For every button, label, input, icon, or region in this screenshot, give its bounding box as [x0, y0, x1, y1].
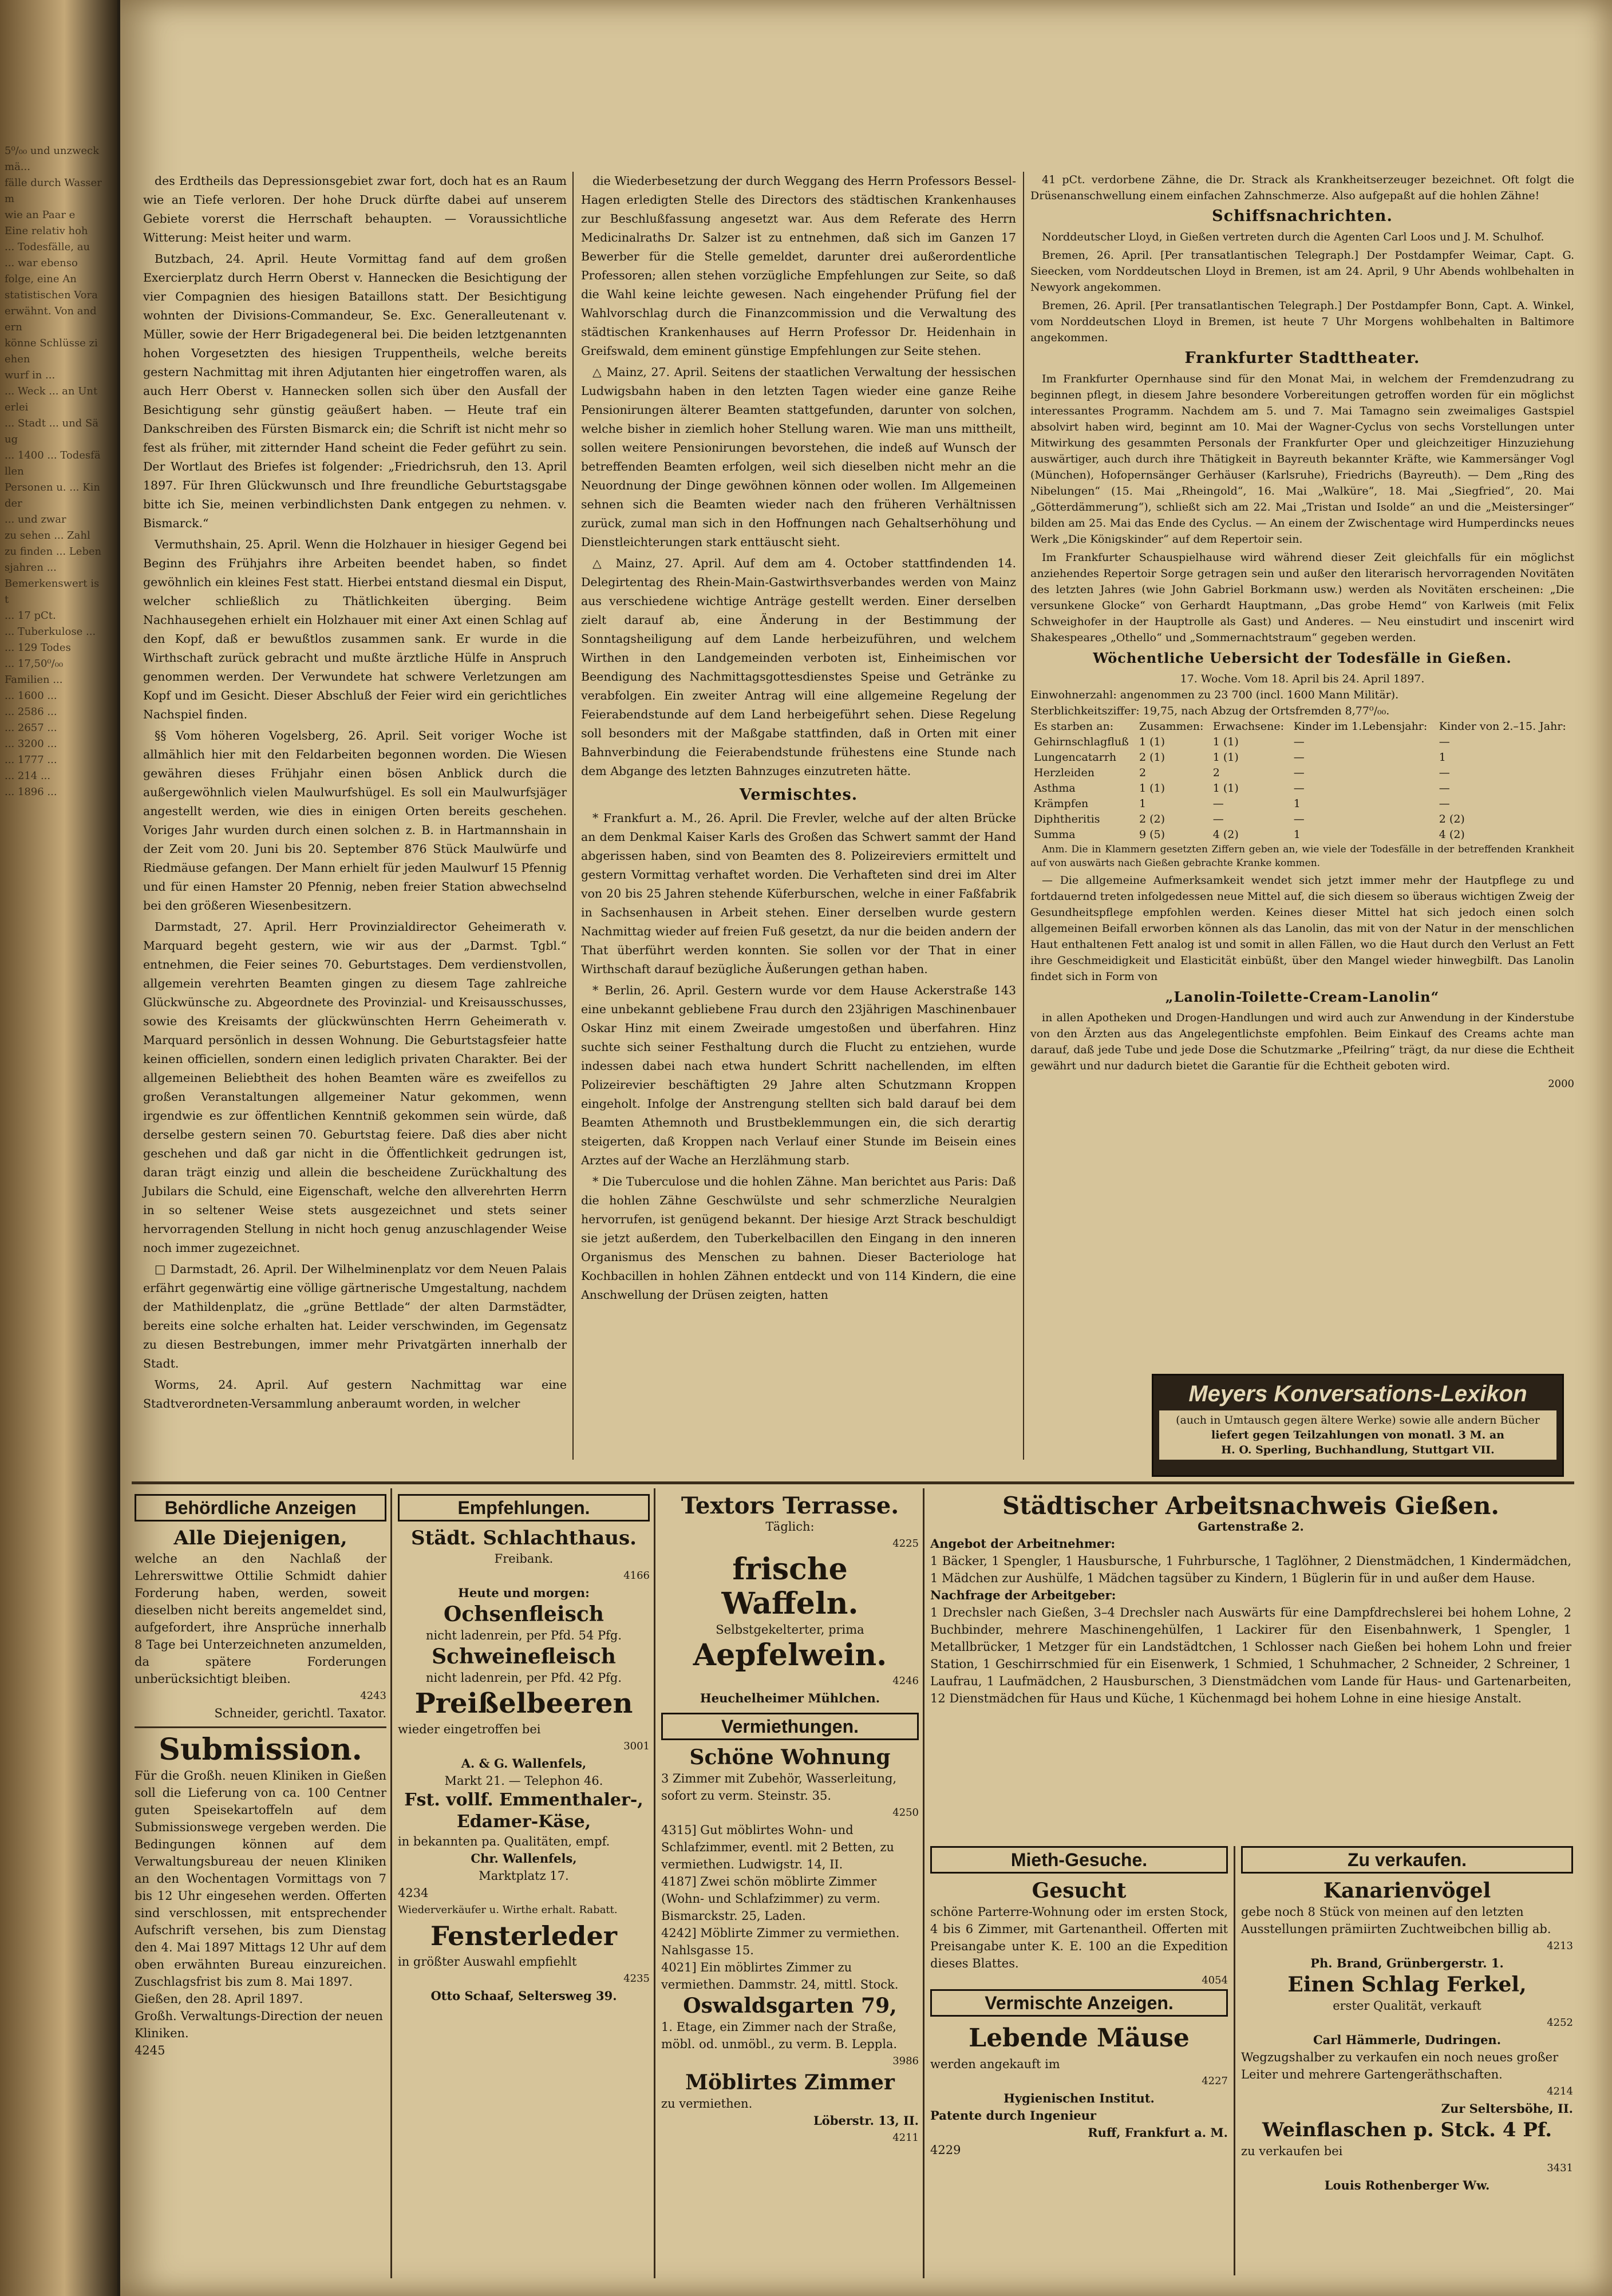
ad-item: Aepfelwein. — [693, 1638, 887, 1673]
ad-text: in größter Auswahl empfiehlt — [398, 1955, 577, 1969]
ad-title: Fensterleder — [430, 1920, 617, 1951]
table-cell: — — [1212, 797, 1224, 810]
weather-text: des Erdtheils das Depressionsgebiet zwar fort, doch hat es an Raum wie an Tiefe verloren. Der hohe Druck dürfte dabei auf unserem Gebiete vorerst die Herrschaft behaupten. — Voraussichtliche Witterung: Meist heiter und warm. — [143, 174, 567, 244]
section-heading-todesfaelle: Wöchentliche Uebersicht der Todesfälle in Gießen. — [1093, 650, 1512, 666]
ad-firm: A. & G. Wallenfels, — [461, 1756, 587, 1771]
ship-bremen-2: Bremen, 26. April. [Per transatlantischen Telegraph.] Der Postdampfer Bonn, Capt. A. Winkel, vom Norddeutschen Lloyd in Bremen, ist heute 7 Uhr Morgens wohlbehalten in Baltimore angekommen. — [1030, 299, 1574, 344]
table-cell: Lungencatarrh — [1034, 751, 1117, 764]
article-vermuthshain: Vermuthshain, 25. April. Wenn die Holzhauer in hiesiger Gegend bei Beginn des Frühjahrs ihre Arbeiten beendet haben, so findet gewöhnlich ein kleines Fest statt. Hierbei entstand diesmal ein Disput, welcher schließlich zu Thätlichkeiten überging. Beim Nachhausegehen erhielt ein Holzhauer mit einer Axt einen Schlag auf den Kopf, daß er bewußtlos zusammen sank. Er wurde in die Wirthschaft zurück gebracht und mußte ärztliche Hülfe in Anspruch genommen werden. Der Verwundete hat schwere Verletzungen am Kopf und im Gesicht. Dieser Abschluß der Feier wird ein gerichtliches Nachspiel finden. — [143, 538, 567, 721]
table-cell: 1 (1) — [1139, 736, 1165, 748]
ad-subheading: Angebot der Arbeitnehmer: — [930, 1536, 1116, 1551]
ad-label-vermischte: Vermischte Anzeigen. — [930, 1989, 1228, 2017]
table-cell: Asthma — [1034, 782, 1076, 795]
ad-title: Weinflaschen p. Stck. 4 Pf. — [1262, 2119, 1552, 2141]
ad-title: Textors Terrasse. — [681, 1492, 899, 1519]
ad-subheading: Nachfrage der Arbeitgeber: — [930, 1588, 1116, 1602]
ad-label-miethgesuche: Mieth-Gesuche. — [930, 1846, 1228, 1874]
article-mainz-1: △ Mainz, 27. April. Seitens der staatlichen Verwaltung der hessischen Ludwigsbahn haben in den letzten Tagen wieder eine ganze Reihe Pensionirungen älterer Beamten stattgefunden, darunter von solchen, welche bisher in ziemlich hoher Stellung waren. Wie man uns mittheilt, sollen weitere Pensionirungen bevorstehen, die indeß auf Wunsch der betreffenden Beamten erfolgen, weil sich dieselben nicht mehr an die Neuordnung der Dinge gewöhnen können oder wollen. Im Allgemeinen sehnen sich die Beamten wieder nach den früheren Verhältnissen zurück, zumal man sich in den Hoffnungen nach Gehaltserhöhung und Dienstleichterungen stark enttäuscht sieht. — [581, 365, 1016, 549]
ads-separator — [132, 1481, 1574, 1484]
ad-firm: Louis Rothenberger Ww. — [1324, 2178, 1490, 2192]
mortality-table — [1030, 719, 1574, 843]
mortality-col-header: Es starben an: — [1034, 720, 1114, 733]
ad-number: 4227 — [1202, 2075, 1228, 2087]
ad-firm: Carl Hämmerle, Dudringen. — [1313, 2033, 1502, 2047]
ad-address: Gartenstraße 2. — [1198, 1519, 1304, 1534]
meyers-line-3: H. O. Sperling, Buchhandlung, Stuttgart VII. — [1221, 1444, 1495, 1456]
ad-number: 3431 — [1547, 2162, 1573, 2174]
mortality-week: 17. Woche. Vom 18. April bis 24. April 1897. — [1180, 673, 1425, 685]
meyers-title: Meyers Konversations-Lexikon — [1188, 1381, 1527, 1406]
table-cell: — — [1293, 751, 1305, 764]
table-cell: 9 (5) — [1139, 828, 1165, 841]
ad-label-verkaufen: Zu verkaufen. — [1241, 1846, 1573, 1874]
ad-number: 4245 — [135, 2044, 165, 2057]
ship-bremen-1: Bremen, 26. April. [Per transatlantischen Telegraph.] Der Postdampfer Weimar, Capt. G. Sieecken, vom Norddeutschen Lloyd in Bremen, ist am 24. April, 9 Uhr Abends wohlbehalten in Newyork angekommen. — [1030, 249, 1574, 294]
section-heading-vermischtes: Vermischtes. — [739, 786, 858, 804]
ad-title: Fst. vollf. Emmenthaler-, Edamer-Käse, — [404, 1790, 643, 1832]
table-row — [1030, 796, 1574, 812]
table-cell: 1 — [1139, 797, 1147, 810]
table-cell: 1 (1) — [1212, 736, 1239, 748]
article-tuberculose: * Die Tuberculose und die hohlen Zähne. Man berichtet aus Paris: Daß die hohlen Zähne Geschwülste und sehr schmerzliche Neuralgien hervorrufen, ist genügend bekannt. Der hiesige Arzt Strack beschuldigt sie jetzt außerdem, den Tuberkelbacillen den Eingang in den inneren Organismus des Menschen zu bahnen. Dieser Bacteriologe hat Kochbacillen in hohlen Zähnen entdeckt und von 114 Kindern, die eine Anschwellung der Drüsen zeigten, hatten — [581, 1175, 1016, 1302]
ad-item: frische Waffeln. — [721, 1552, 859, 1621]
ad-number: 3001 — [623, 1740, 650, 1752]
ad-text: wieder eingetroffen bei — [398, 1722, 541, 1736]
ad-text: 1 Bäcker, 1 Spengler, 1 Hausbursche, 1 Fuhrbursche, 1 Taglöhner, 2 Dienstmädchen, 1 Kindermädchen, 1 Mädchen zur Aushülfe, 1 Mädchen tagsüber zu Kindern, 1 Büglerin für in und außer dem Hause. — [930, 1554, 1571, 1585]
ad-title: Schöne Wohnung — [689, 1745, 891, 1769]
ad-label-empfehlungen: Empfehlungen. — [398, 1494, 650, 1522]
ad-subtitle: Freibank. — [494, 1552, 554, 1566]
table-cell: 2 (2) — [1139, 813, 1165, 825]
section-heading-stadttheater: Frankfurter Stadttheater. — [1184, 349, 1420, 367]
ad-text: 4315] Gut möblirtes Wohn- und Schlafzimmer, eventl. mit 2 Betten, zu vermiethen. Ludwigstr. 14, II. — [661, 1823, 894, 1871]
ad-number: 4252 — [1547, 2017, 1573, 2029]
ad-text: zu verkaufen bei — [1241, 2144, 1343, 2158]
ad-text: Selbstgekelterter, prima — [716, 1623, 864, 1637]
ads-column-verkaufen — [1241, 1846, 1573, 2194]
section-heading-schiffsnachrichten: Schiffsnachrichten. — [1212, 207, 1393, 225]
ad-number: 4054 — [1202, 1974, 1228, 1986]
ad-text: Wegzugshalber zu verkaufen ein noch neues großer Leiter und mehrere Gartengeräthschaften. — [1241, 2050, 1559, 2081]
lanolin-product-name: „Lanolin-Toilette-Cream-Lanolin“ — [1165, 989, 1440, 1005]
table-row — [1030, 827, 1574, 843]
ad-text: 1. Etage, ein Zimmer nach der Straße, möbl. od. unmöbl., zu verm. B. Leppla. — [661, 2020, 898, 2051]
table-row — [1030, 765, 1574, 781]
ad-date: Gießen, den 28. April 1897. — [135, 1992, 303, 2006]
ad-price: nicht ladenrein, per Pfd. 42 Pfg. — [425, 1671, 622, 1685]
ad-title: Oswaldsgarten 79, — [683, 1994, 897, 2018]
mortality-col-header: Erwachsene: — [1212, 720, 1285, 733]
ad-text: Heute und morgen: — [458, 1586, 590, 1600]
table-cell: 4 (2) — [1439, 828, 1465, 841]
ad-title: Gesucht — [1032, 1879, 1127, 1903]
meyers-line-1: (auch in Umtausch gegen ältere Werke) sowie alle andern Bücher — [1176, 1414, 1540, 1426]
ad-firm: Chr. Wallenfels, — [471, 1851, 577, 1866]
ad-number: 4214 — [1547, 2085, 1573, 2097]
ad-number: 4166 — [623, 1570, 650, 1582]
mortality-population: Einwohnerzahl: angenommen zu 23 700 (incl. 1600 Mann Militär). — [1030, 689, 1399, 701]
article-tuberculose-cont: 41 pCt. verdorbene Zähne, die Dr. Strack als Krankheitserzeuger bezeichnet. Oft folgt die Drüsenanschwellung einem einfachen Zahnschmerze. Also aufgepaßt auf die hohlen Zähne! — [1030, 173, 1574, 202]
table-cell: — — [1293, 782, 1305, 795]
meyers-lexikon-ad — [1152, 1374, 1564, 1477]
meyers-line-2: liefert gegen Teilzahlungen von monatl. 3 M. an — [1211, 1429, 1504, 1441]
ad-subtitle: Täglich: — [765, 1520, 815, 1534]
column-2 — [581, 172, 1016, 1307]
ad-address: Löberstr. 13, II. — [813, 2113, 919, 2128]
ads-column-miethgesuche — [930, 1846, 1228, 2159]
ads-column-arbeitsnachweis — [930, 1494, 1571, 1707]
ad-number: 2000 — [1548, 1078, 1574, 1090]
ad-label-behoerdlich: Behördliche Anzeigen — [135, 1494, 386, 1522]
table-cell: Diphtheritis — [1034, 813, 1100, 825]
table-cell: Gehirnschlagfluß — [1034, 736, 1129, 748]
ad-text: 4242] Möblirte Zimmer zu vermiethen. Nahlsgasse 15. — [661, 1926, 900, 1957]
table-cell: 2 — [1139, 766, 1147, 779]
previous-page-edge — [0, 0, 117, 2296]
column-1 — [143, 172, 567, 1416]
ad-number: 4225 — [892, 1538, 919, 1550]
article-darmstadt-2: □ Darmstadt, 26. April. Der Wilhelminenplatz vor dem Neuen Palais erfährt gegenwärtig eine völlige gärtnerische Umgestaltung, nachdem der Mathildenplatz, die „grüne Bettlade“ der alten Darmstädter, bereits eine solche erhalten hat. Leider verschwinden, im Gegensatz zu diesen Bestrebungen, immer mehr Privatgärten innerhalb der Stadt. — [143, 1262, 567, 1370]
table-cell: Summa — [1034, 828, 1076, 841]
table-cell: 2 (1) — [1139, 751, 1165, 764]
ad-number: 4229 — [930, 2143, 961, 2157]
column-divider — [572, 172, 574, 1460]
ad-title: Lebende Mäuse — [969, 2024, 1190, 2053]
ads-column-textor — [661, 1494, 919, 2147]
article-butzbach: Butzbach, 24. April. Heute Vormittag fand auf dem großen Exercierplatz durch Herrn Oberst v. Hannecken die Besichtigung der vier Compagnien des hiesigen Bataillons statt. Der Besichtigung wohnten der Divisions-Commandeur, Se. Exc. Generalleutenant v. Müller, sowie der Herr Brigadegeneral bei. Die beiden letztgenannten hohen Vorgesetzten des hiesigen Truppentheils, welche bereits gestern Nachmittag mit ihren Adjutanten hier eingetroffen waren, als auch Herr Oberst v. Hannecken sollen sich über den Ausfall der Besichtigung sehr günstig geäußert haben. — Heute traf ein Dankschreiben des Fürsten Bismarck ein; die Schrift ist nicht mehr so fest als früher, mit zitternder Hand scheint die Feder geführt zu sein. Der Wortlaut des Briefes ist folgender: „Friedrichsruh, den 13. April 1897. Für Ihren Glückwunsch und Ihre freundliche Geburtstagsgabe bitte ich Sie, meinen verbindlichsten Dank entgegen zu nehmen. v. Bismarck.“ — [143, 252, 567, 530]
ad-number: 4250 — [892, 1807, 919, 1819]
ad-address: Zur Seltersböhe, II. — [1441, 2101, 1573, 2116]
ads-column-empfehlungen — [398, 1494, 650, 2005]
table-cell: — — [1293, 813, 1305, 825]
ads-column-divider — [1234, 1846, 1235, 2275]
ads-column-divider — [923, 1488, 924, 2278]
table-cell: — — [1293, 766, 1305, 779]
table-cell: — — [1439, 797, 1450, 810]
ad-institution: Hygienischen Institut. — [1003, 2091, 1155, 2105]
ad-number: 4246 — [892, 1675, 919, 1687]
ad-label-vermiethungen: Vermiethungen. — [661, 1713, 919, 1740]
ad-text: 4187] Zwei schön möblirte Zimmer (Wohn- und Schlafzimmer) zu verm. Bismarckstr. 25, Laden. — [661, 1875, 880, 1923]
ad-title: Einen Schlag Ferkel, — [1287, 1973, 1527, 1997]
article-worms-cont: die Wiederbesetzung der durch Weggang des Herrn Professors Bessel-Hagen erledigten Stelle des Directors des städtischen Krankenhauses zur Beschlußfassung angesetzt war. Aus dem Referate des Herrn Medicinalraths Dr. Salzer ist zu entnehmen, daß sich im Ganzen 17 Bewerber für die Stelle gemeldet, darunter drei außerordentliche Professoren; allen stehen vorzügliche Empfehlungen zur Seite, so daß die Wahl keine leichte gewesen. Nach eingehender Prüfung fiel der Wahlvorschlag durch die Finanzcommission und die Verwaltung des städtischen Krankenhauses auf Herrn Professor Dr. Heidenhain in Greifswald, dem eminent günstige Empfehlungen zur Seite stehen. — [581, 174, 1016, 358]
ad-text: welche an den Nachlaß der Lehrerswittwe Ottilie Schmidt dahier Forderung haben, werden, soweit dieselben nicht bereits angemeldet sind, aufgefordert, ihre Ansprüche innerhalb 8 Tage bei Unterzeichneten anzumelden, da spätere Forderungen unberücksichtigt bleiben. — [135, 1552, 386, 1686]
table-cell: — — [1439, 736, 1450, 748]
table-cell: — — [1439, 766, 1450, 779]
ad-title: Alle Diejenigen, — [173, 1527, 347, 1550]
ad-number: 4235 — [623, 1973, 650, 1985]
ad-title: Möblirtes Zimmer — [685, 2070, 895, 2095]
ad-text: gebe noch 8 Stück von meinen auf den letzten Ausstellungen prämiirten Zuchtweibchen billig ab. — [1241, 1905, 1551, 1936]
meyers-subtext — [1159, 1410, 1556, 1460]
table-cell: — — [1212, 813, 1224, 825]
lanolin-article-cont: in allen Apotheken und Drogen-Handlungen und wird auch zur Anwendung in der Kinderstube von den Ärzten aus das Angelegentlichste empfohlen. Beim Einkauf des Creams achte man darauf, daß jede Tube und jede Dose die Schutzmarke „Pfeilring“ trägt, da nur diese die Echtheit gewährt und nur dadurch bietet die Garantie für die Echtheit geboten wird. — [1030, 1011, 1574, 1072]
ads-column-divider — [390, 1488, 392, 2278]
ad-firm: Otto Schaaf, Seltersweg 39. — [430, 1989, 617, 2003]
lanolin-article: — Die allgemeine Aufmerksamkeit wendet sich jetzt immer mehr der Hautpflege zu und fortdauernd treten infolgedessen neue Mittel auf, die sich diesem so überaus wichtigen Zweig der Gesundheitspflege empfohlen werden. Keines dieser Mittel hat sich jedoch einen solch allgemeinen Beifall erworben können als das Lanolin, das mit von der Natur in der menschlichen Haut enthaltenen Fett analog ist und somit in allen Fällen, wo die Haut durch den Verlust an Fett ihre Geschmeidigkeit und Elasticität einbüßt, über den Mangel wieder hinwegbilft. Das Lanolin findet sich in Form von — [1030, 874, 1574, 983]
column-3 — [1030, 172, 1574, 1092]
table-cell: 1 — [1293, 797, 1301, 810]
table-cell: 2 (2) — [1439, 813, 1465, 825]
table-cell: 1 — [1439, 751, 1446, 764]
ad-text: schöne Parterre-Wohnung oder im ersten Stock, 4 bis 6 Zimmer, mit Gartenantheil. Offerten mit Preisangabe unter K. E. 100 an die Expedition dieses Blattes. — [930, 1905, 1228, 1970]
mortality-col-header: Kinder im 1.Lebensjahr: — [1293, 720, 1428, 733]
ad-divider — [135, 1726, 386, 1728]
table-cell: 1 (1) — [1212, 782, 1239, 795]
ad-text: erster Qualität, verkauft — [1333, 1999, 1481, 2013]
mortality-col-header: Kinder von 2.–15. Jahr: — [1439, 720, 1566, 733]
mortality-rate: Sterblichkeitsziffer: 19,75, nach Abzug der Ortsfremden 8,77⁰/₀₀. — [1030, 705, 1390, 717]
ad-address: Markt 21. — Telephon 46. — [444, 1774, 603, 1788]
ad-number: 4211 — [892, 2132, 919, 2144]
article-darmstadt-1: Darmstadt, 27. April. Herr Provinzialdirector Geheimerath v. Marquard begeht gestern, wie wir aus der „Darmst. Tgbl.“ entnehmen, die Feier seines 70. Geburtstages. Dem verdienstvollen, allgemein verehrten Beamten gingen zu diesem Tage zahlreiche Glückwünsche zu. Abgeordnete des Provinzial- und Kreisausschusses, sowie des Kreisamts der glückwünschten Herrn Geheimerath v. Marquard persönlich in dessen Wohnung. Die Geburtstagsfeier hatte keinen officiellen, sondern einen lediglich privaten Charakter. Bei der allgemeinen Beliebtheit des hohen Beamten wäre es zweifellos zu großen Veranstaltungen allgemeiner Natur gekommen, wenn irgendwie es zur öffentlichen Kenntniß gekommen sein würde, daß derselbe gestern seinen 70. Geburtstag feiere. Daß dies aber nicht geschehen und daß gar nicht in die Öffentlichkeit gedrungen ist, daran trägt einzig und allein die bescheidene Zurückhaltung des Jubilars die Schuld, eine Eigenschaft, welche den allverehrten Herrn in so seltener Weise stets ausgezeichnet und stets seiner hervorragenden Stellung in nicht hoch genug anzuschlagender Weise noch immer zugezeichnet. — [143, 920, 567, 1255]
ad-address: Marktplatz 17. — [479, 1869, 569, 1883]
ad-text: 3 Zimmer mit Zubehör, Wasserleitung, sofort zu verm. Steinstr. 35. — [661, 1772, 897, 1803]
ad-text: Heuchelheimer Mühlchen. — [700, 1691, 880, 1705]
table-cell: Krämpfen — [1034, 797, 1089, 810]
ad-firm: Ph. Brand, Grünbergerstr. 1. — [1310, 1956, 1504, 1970]
ad-number: 3986 — [892, 2055, 919, 2067]
ads-column-behoerdlich — [135, 1494, 386, 2059]
ad-price: nicht ladenrein, per Pfd. 54 Pfg. — [425, 1629, 622, 1642]
ship-agent-note: Norddeutscher Lloyd, in Gießen vertreten durch die Agenten Carl Loos und J. M. Schulhof. — [1042, 231, 1544, 243]
ads-column-divider — [654, 1488, 655, 2278]
table-cell: 4 (2) — [1212, 828, 1239, 841]
table-row — [1030, 734, 1574, 750]
article-worms: Worms, 24. April. Auf gestern Nachmittag war eine Stadtverordneten-Versammlung anberaumt worden, in welcher — [143, 1378, 567, 1410]
mortality-header-row — [1030, 719, 1574, 734]
article-mainz-2: △ Mainz, 27. April. Auf dem am 4. October stattfindenden 14. Delegirtentag des Rhein-Main-Gastwirthsverbandes werden von Mainz aus verschiedene wichtige Anträge gestellt werden. Einer derselben zielt darauf ab, eine Änderung in der Bestimmung der Sonntagsheiligung auf dem Lande herbeizuführen, und welchem Wirthen in den Landgemeinden verboten ist, Einheimischen vor Beendigung des Nachmittagsgottesdienstes Speise und Getränke zu verabfolgen. Ein zweiter Antrag will eine allgemeine Regelung der Feierabendstunde auf dem Land herbeigeführt sehen. Diese Regelung soll besonders mit der Maßgabe stattfinden, daß in Orten mit einer Bahnverbindung die Feierabendstunde frühestens eine Stunde nach dem Abgange des letzten Bahnzuges einzutreten hätte. — [581, 556, 1016, 778]
table-cell: 1 (1) — [1212, 751, 1239, 764]
ad-title: Preißelbeeren — [414, 1688, 633, 1720]
ad-number: 4213 — [1547, 1940, 1573, 1952]
table-cell: 1 — [1293, 828, 1301, 841]
table-cell: — — [1439, 782, 1450, 795]
ad-item: Schweinefleisch — [432, 1645, 616, 1669]
table-cell: 1 (1) — [1139, 782, 1165, 795]
article-berlin: * Berlin, 26. April. Gestern wurde vor dem Hause Ackerstraße 143 eine unbekannt gebliebene Frau durch den 23jährigen Maschinenbauer Oskar Hinz mit einem Zweirade umgestoßen und überfahren. Hinz suchte sich seiner Festhaltung durch die Flucht zu entziehen, wurde indessen dabei nach etwa hundert Schritt nachellenden, im elften Polizeirevier beschäftigten 29 Jahre alten Schutzmann Kroppen eingeholt. Infolge der Anstrengung stellten sich bald darauf bei dem Beamten Athemnoth und Brustbeklemmungen ein, die sich derartig steigerten, daß Kroppen nach Verlauf einer Stunde im Beisein eines Arztes auf der Wache an Herzlähmung starb. — [581, 983, 1016, 1167]
mortality-col-header: Zusammen: — [1139, 720, 1204, 733]
ad-signature: Großh. Verwaltungs-Direction der neuen Kliniken. — [135, 2009, 383, 2040]
table-cell: — — [1293, 736, 1305, 748]
newspaper-page — [120, 0, 1612, 2296]
ad-firm: Ruff, Frankfurt a. M. — [1088, 2125, 1228, 2140]
ad-text: Patente durch Ingenieur — [930, 2108, 1096, 2123]
ad-title-submission: Submission. — [159, 1732, 362, 1767]
article-vogelsberg: §§ Vom höheren Vogelsberg, 26. April. Seit voriger Woche ist allmählich hier mit den Feldarbeiten begonnen worden. Die Wiesen gewähren dieses Frühjahr einen bösen Anblick durch die außergewöhnlich vielen Maulwurfshügel. Es soll ein Maulwurfsjäger angestellt werden, wie dies in einigen Orten bereits geschehen. Voriges Jahr wurden durch einen solchen z. B. in Hartmannshain in der Zeit vom 20. Juni bis 20. September 876 Stück Maulwürfe und Riedmäuse gefangen. Der Mann erhielt für jeden Maulwurf 15 Pfennig und für einen Hamster 20 Pfennig, neben freier Station abwechselnd bei den größeren Wiesenbesitzern. — [143, 729, 567, 912]
ad-title: Städt. Schlachthaus. — [411, 1527, 637, 1550]
ad-text: in bekannten pa. Qualitäten, empf. — [398, 1835, 610, 1848]
column-divider — [1023, 172, 1024, 1460]
ad-item: Ochsenfleisch — [444, 1602, 604, 1626]
ad-text: werden angekauft im — [930, 2057, 1060, 2071]
ad-number: 4243 — [360, 1690, 386, 1702]
article-frankfurt: * Frankfurt a. M., 26. April. Die Frevler, welche auf der alten Brücke an dem Denkmal Kaiser Karls des Großen das Schwert sammt der Hand abgerissen haben, sind von Beamten des 8. Polizeireviers ermittelt und gestern Vormittag verhaftet worden. Die Verhafteten sind drei im Alter von 20 bis 25 Jahren stehende Küferburschen, welche in einer Faßfabrik in Sachsenhausen in Arbeit stehen. Einer derselben wurde gestern Nachmittag wieder auf freien Fuß gesetzt, da nur die beiden andern der That überführt werden konnten. Sie sollen vor der That in einer Wirthschaft darauf bezügliche Äußerungen gethan haben. — [581, 811, 1016, 976]
theater-schauspiel: Im Frankfurter Schauspielhause wird während dieser Zeit gleichfalls für ein möglichst anziehendes Repertoir Sorge getragen sein und außer den literarisch hervorragenden Novitäten des letzten Jahres (wie John Gabriel Borkmann usw.) werden als Novitäten erscheinen: „Die versunkene Glocke“ von Gerhardt Hauptmann, „Das grobe Hemd“ von Karlweis (mit Felix Schweighofer in der Hauptrolle als Gast) und Anderes. — Neu einstudirt und inscenirt wird Shakespeares „Othello“ und „Sommernachtstraum“ gegeben werden. — [1030, 551, 1574, 644]
ad-signature: Schneider, gerichtl. Taxator. — [214, 1706, 386, 1720]
table-row — [1030, 781, 1574, 796]
ad-text: 1 Drechsler nach Gießen, 3–4 Drechsler nach Auswärts für eine Dampfdrechslerei bei hohem Lohne, 2 Buchbinder, mehrere Maschinengehülfen, 1 Lackirer für den Eisenbahnwerk, 1 Spengler, 1 Metallbrücker, 1 Metzger für ein Landstädtchen, 1 Schlosser nach Gießen bei hohem Lohn und freier Station, 1 Geschirrschmied für ein Eisenwerk, 1 Schmied, 1 Schuhmacher, 2 Schneider, 2 Schreiner, 1 Laufrau, 1 Laufmädchen, 2 Hausburschen, 3 Dienstmädchen vom Lande für Haus- und Gartenarbeiten, 12 Dienstmädchen für Haus und Küche, 1 Küchenmagd bei hohem Lohne in eine hiesige Anstalt. — [930, 1606, 1571, 1705]
ad-text: zu vermiethen. — [661, 2097, 753, 2111]
ad-text: 4021] Ein möblirtes Zimmer zu vermiethen. Dammstr. 24, mittl. Stock. — [661, 1961, 899, 1991]
table-cell: 2 — [1212, 766, 1220, 779]
table-row — [1030, 750, 1574, 765]
table-cell: Herzleiden — [1034, 766, 1095, 779]
ad-text: Für die Großh. neuen Kliniken in Gießen soll die Lieferung von ca. 100 Centner guten Speisekartoffeln auf dem Submissionswege vergeben werden. Die Bedingungen können auf dem Verwaltungsbureau der neuen Kliniken an den Wochentagen Vormittags von 7 bis 12 Uhr eingesehen werden. Offerten sind verschlossen, mit entsprechender Aufschrift versehen, bis zum Dienstag den 4. Mai 1897 Mittags 12 Uhr auf dem oben erwähnten Bureau einzureichen. Zuschlagsfrist bis zum 8. Mai 1897. — [135, 1769, 386, 1989]
ad-title: Kanarienvögel — [1323, 1879, 1491, 1903]
table-row — [1030, 812, 1574, 827]
mortality-note: Anm. Die in Klammern gesetzten Ziffern geben an, wie viele der Todesfälle in der betreffenden Krankheit auf von auswärts nach Gießen gebrachte Kranke kommen. — [1030, 844, 1574, 869]
theater-opera: Im Frankfurter Opernhause sind für den Monat Mai, in welchem der Fremdenzudrang zu beginnen pflegt, in diesem Jahre besondere Vorbereitungen getroffen worden für ein möglichst interessantes Programm. Nachdem am 5. und 7. Mai Tamagno sein zweimaliges Gastspiel absolvirt haben wird, beginnt am 10. Mai der Wagner-Cyclus von sechs Vorstellungen unter Mitwirkung des gesammten Personals der Frankfurter Oper und gleichzeitiger Hinzuziehung auswärtiger, auch durch ihre Thätigkeit in Bayreuth bekannter Kräfte, wie Kammersänger Vogl (München), Hofopernsänger Gerhäuser (Karlsruhe), Friedrichs (Bayreuth). — Dem „Ring des Nibelungen“ (15. Mai „Rheingold“, 16. Mai „Walküre“, 18. Mai „Siegfried“, 20. Mai „Götterdämmerung“), schließt sich am 22. Mai „Tristan und Isolde“ an und die „Meistersinger“ bilden am 25. Mai das Ende des Cyclus. — An einem der Zwischentage wird Humperdincks neues Werk „Die Königskinder“ auf dem Repertoir sein. — [1030, 373, 1574, 546]
ad-number: 4234 — [398, 1886, 429, 1900]
ad-title: Städtischer Arbeitsnachweis Gießen. — [1002, 1492, 1499, 1520]
ad-note: Wiederverkäufer u. Wirthe erhalt. Rabatt. — [398, 1904, 618, 1916]
previous-page-text: 5⁰/₀₀ und unzweckmä... fälle durch Wasserm wie an Paar e Eine relativ hoh ... Todesfälle, au ... war ebenso folge, eine An statistischen Vora erwähnt. Von andern könne Schlüsse ziehen wurf in ... ... Weck ... an Unterlei ... Stadt ... und Säug ... 1400 ... Todesfällen Personen u. ... Kinder ... und zwar zu sehen ... Zahl zu finden ... Lebensjahren ... Bemerkenswert ist ... 17 pCt. ... Tuberkulose ... ... 129 Todes ... 17,50⁰/₀₀ Familien ... ... 1600 ... ... 2586 ... ... 2657 ... ... 3200 ... ... 1777 ... ... 214 ... ... 1896 ... — [5, 145, 102, 798]
